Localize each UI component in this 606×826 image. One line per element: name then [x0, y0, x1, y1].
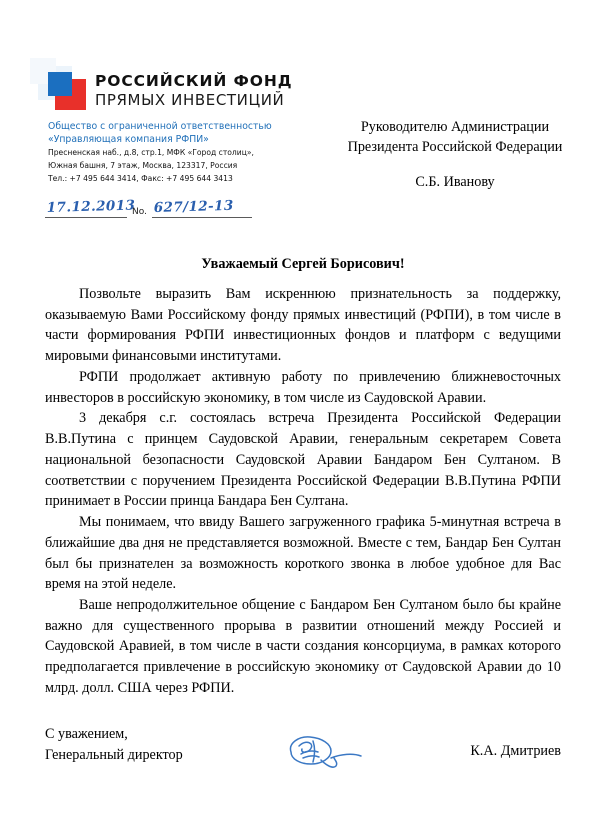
address-line-3: Тел.: +7 495 644 3414, Факс: +7 495 644 3413 — [48, 173, 233, 183]
addressee-line-1: Руководителю Администрации — [360, 119, 550, 135]
handwritten-signature — [277, 730, 389, 776]
registration-line — [45, 197, 252, 218]
company-logo — [48, 72, 348, 110]
logo-squares-icon — [48, 72, 86, 110]
logo-line-1: РОССИЙСКИЙ ФОНД — [95, 72, 293, 91]
address-line-1: Пресненская наб., д.8, стр.1, МФК «Город столиц», — [48, 148, 254, 158]
organization-block — [48, 121, 348, 184]
addressee-name: С.Б. Иванову — [415, 174, 495, 191]
signature-closing: С уважением, — [45, 726, 128, 742]
registration-date-value: 17.12.2013 — [46, 197, 136, 216]
signature-name: К.А. Дмитриев — [470, 743, 561, 759]
organization-name-line-2: «Управляющая компания РФПИ» — [48, 133, 209, 145]
salutation: Уважаемый Сергей Борисович! — [201, 256, 405, 272]
letterhead — [48, 72, 348, 184]
logo-line-2: ПРЯМЫХ ИНВЕСТИЦИЙ — [95, 90, 285, 109]
logo-wordmark — [95, 74, 292, 108]
body-paragraph: РФПИ продолжает активную работу по привлечению ближневосточных инвесторов в российскую экономику, в том числе из Саудовской Аравии. — [45, 368, 561, 406]
letter-body — [45, 284, 561, 699]
registration-number-value: 627/12-13 — [153, 197, 234, 216]
body-paragraph: Ваше непродолжительное общение с Бандаром Бен Султаном было бы крайне важно для существенного прорыва в развитии отношений между Россией и Саудовской Аравией, в том числе в части создания консорциума, в рамках которого предполагается привлечение в российскую экономику от Саудовской Аравии до 10 млрд. долл. США через РФПИ. — [45, 597, 561, 696]
addressee-line-2: Президента Российской Федерации — [347, 138, 563, 155]
body-paragraph: Мы понимаем, что ввиду Вашего загруженного графика 5-минутная встреча в ближайшие два дня не представляется возможной. Вместе с тем, Бандар Бен Султан был бы признателен за возможность короткого звонка в любое удобное для Вас время на этой неделе. — [45, 514, 561, 593]
body-paragraph: Позвольте выразить Вам искреннюю признательность за поддержку, оказываемую Вами Российскому фонду прямых инвестиций (РФПИ), в том числе в части формирования РФПИ инвестиционных фондов и платформ с ведущими мировыми финансовыми институтами. — [45, 286, 561, 365]
body-paragraph: 3 декабря с.г. состоялась встреча Президента Российской Федерации В.В.Путина с принцем Саудовской Аравии, генеральным секретарем Совета национальной безопасности Саудовской Аравии Бандаром Бен Султаном. В соответствии с поручением Президента Российской Федерации В.В.Путина РФПИ принимает в России принца Бандара Бен Султана. — [45, 410, 561, 510]
registration-number-label: No. — [132, 207, 147, 217]
signature-left — [45, 724, 183, 765]
address-line-2: Южная башня, 7 этаж, Москва, 123317, Россия — [48, 160, 238, 170]
signature-title: Генеральный директор — [45, 746, 183, 763]
addressee-block — [330, 118, 580, 193]
registration-number-field — [152, 197, 252, 218]
logo-blue-square-icon — [48, 72, 72, 96]
organization-name-line-1: Общество с ограниченной ответственностью — [48, 121, 272, 132]
registration-date-field — [45, 197, 136, 218]
